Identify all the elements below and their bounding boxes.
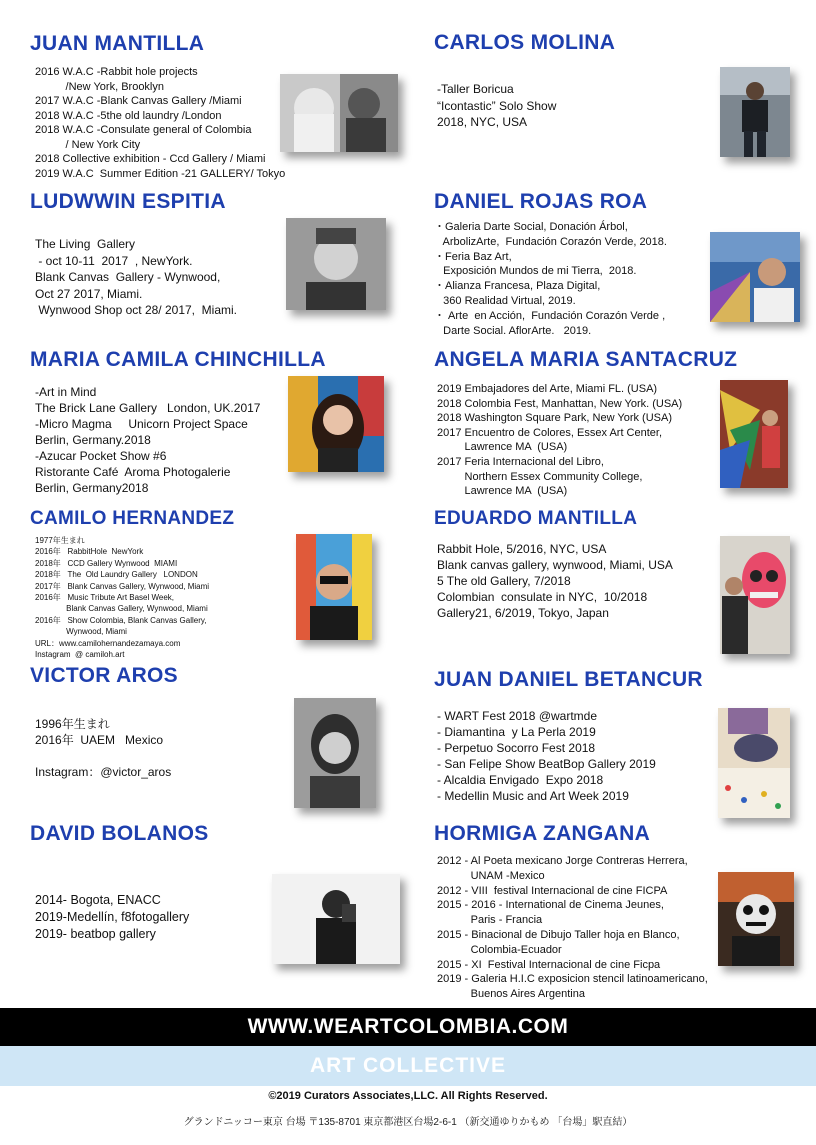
collective-label: ART COLLECTIVE	[310, 1054, 506, 1077]
artist-name: DANIEL ROJAS ROA	[434, 190, 648, 213]
artist-photo	[286, 218, 386, 310]
artist-bio: 1977年生まれ 2016年 RabbitHole NewYork 2018年 CCD Gallery Wynwood MIAMI 2018年 The Old Laundry Gallery LONDON 2017年 Blank Canvas Gallery, Wynwood, Miami 2016年 Music Tribute Art Basel Week, Blank Canvas Gallery, Wynwood, Miami 2016年 Show Colombia, Blank Canvas Gallery, Wynwood, Miami URL：www.camilohernandezamaya.com Instagram @ camiloh.art	[35, 536, 210, 660]
artist-name: DAVID BOLANOS	[30, 822, 209, 845]
artist-photo	[288, 376, 384, 472]
artist-name: MARIA CAMILA CHINCHILLA	[30, 348, 326, 371]
artist-photo	[720, 380, 788, 488]
artist-bio: The Living Gallery - oct 10-11 2017 , NewYork. Blank Canvas Gallery - Wynwood, Oct 27 2017, Miami. Wynwood Shop oct 28/ 2017, Miami.	[35, 237, 237, 317]
artist-name: ANGELA MARIA SANTACRUZ	[434, 348, 738, 371]
artist-photo	[294, 698, 376, 808]
artist-bio: 1996年生まれ 2016年 UAEM Mexico Instagram：@victor_aros	[35, 717, 172, 779]
artist-bio: - WART Fest 2018 @wartmde - Diamantina y La Perla 2019 - Perpetuo Socorro Fest 2018 - San Felipe Show BeatBop Gallery 2019 - Alcaldia Envigado Expo 2018 - Medellin Music and Art Week 2019	[437, 709, 656, 803]
artist-name: LUDWWIN ESPITIA	[30, 190, 226, 213]
artist-bio: -Art in Mind The Brick Lane Gallery London, UK.2017 -Micro Magma Unicorn Project Space Berlin, Germany.2018 -Azucar Pocket Show #6 Ristorante Café Aroma Photogalerie Berlin, Germany2018	[35, 385, 261, 495]
artist-bio: 2019 Embajadores del Arte, Miami FL. (USA) 2018 Colombia Fest, Manhattan, New York. (USA) 2018 Washington Square Park, New York (USA) 2017 Encuentro de Colores, Essex Art Center, Lawrence MA (USA) 2017 Feria Internacional del Libro, Northern Essex Community College, Lawrence MA (USA)	[437, 383, 683, 498]
artist-name: EDUARDO MANTILLA	[434, 508, 638, 529]
artist-bio: Rabbit Hole, 5/2016, NYC, USA Blank canvas gallery, wynwood, Miami, USA 5 The old Gallery, 7/2018 Colombian consulate in NYC, 10/2018 Gallery21, 6/2019, Tokyo, Japan	[437, 542, 673, 620]
collective-banner	[0, 1046, 816, 1086]
artist-bio: 2012 - Al Poeta mexicano Jorge Contreras Herrera, UNAM -Mexico 2012 - VIII festival Internacional de cine FICPA 2015 - 2016 - International de Cinema Jeunes, Paris - Francia 2015 - Binacional de Dibujo Taller hoja en Blanco, Colombia-Ecuador 2015 - XI Festival Internacional de cine Ficpa 2019 - Galeria H.I.C exposicion stencil latinoamericano, Buenos Aires Argentina	[437, 855, 708, 1001]
website-url[interactable]: WWW.WEARTCOLOMBIA.COM	[247, 1015, 569, 1038]
artist-bio: ・Galeria Darte Social, Donación Árbol, ArbolizArte, Fundación Corazón Verde, 2018. ・Feria Baz Art, Exposición Mundos de mi Tierra, 2018. ・Alianza Francesa, Plaza Digital, 360 Realidad Virtual, 2019. ・ Arte en Acción, Fundación Corazón Verde , Darte Social. AflorArte. 2019.	[434, 221, 667, 337]
artist-photo	[718, 872, 794, 966]
artist-photo	[296, 534, 372, 640]
website-banner	[0, 1008, 816, 1046]
artist-photo	[720, 67, 790, 157]
artist-name: CAMILO HERNANDEZ	[30, 508, 235, 529]
address-line: グランドニッコー東京 台場 〒135-8701 東京都港区台場2-6-1 （新交通ゆりかもめ 「台場」駅直結）	[183, 1117, 633, 1128]
artist-photo	[272, 874, 400, 964]
artist-bio: -Taller Boricua “Icontastic” Solo Show 2018, NYC, USA	[437, 82, 557, 129]
artist-bio: 2016 W.A.C -Rabbit hole projects /New York, Brooklyn 2017 W.A.C -Blank Canvas Gallery /Miami 2018 W.A.C -5the old laundry /London 2018 W.A.C -Consulate general of Colombia / New York City 2018 Collective exhibition - Ccd Gallery / Miami 2019 W.A.C Summer Edition -21 GALLERY/ Tokyo	[35, 66, 286, 180]
artist-name: CARLOS MOLINA	[434, 31, 616, 54]
artist-name: JUAN MANTILLA	[30, 32, 205, 55]
artist-bio: 2014- Bogota, ENACC 2019-Medellín, f8fotogallery 2019- beatbop gallery	[35, 893, 190, 941]
copyright-line: ©2019 Curators Associates,LLC. All Rights Reserved.	[268, 1090, 548, 1102]
artist-name: HORMIGA ZANGANA	[434, 822, 651, 845]
artist-photo	[718, 708, 790, 818]
artist-photo	[720, 536, 790, 654]
artist-name: VICTOR AROS	[30, 664, 178, 687]
artist-photo	[280, 74, 398, 152]
artist-photo	[710, 232, 800, 322]
artist-name: JUAN DANIEL BETANCUR	[434, 668, 703, 691]
